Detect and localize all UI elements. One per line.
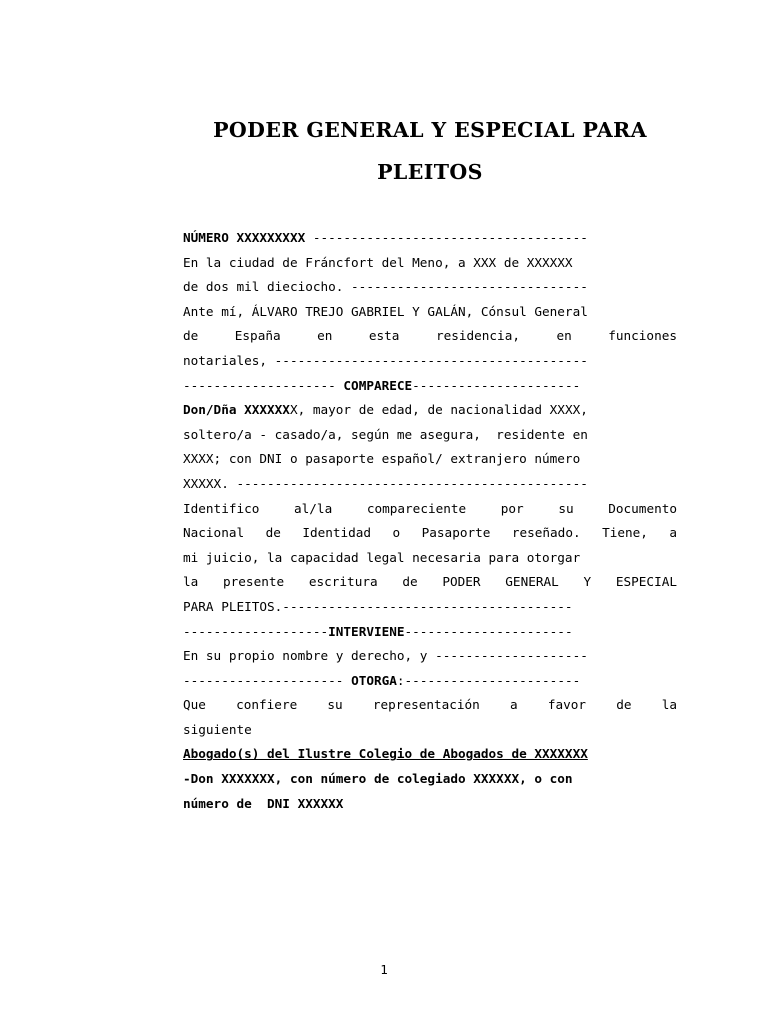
text-segment: XXXXX. ----------------------------------------------	[183, 475, 588, 491]
text-line	[183, 472, 677, 497]
text-segment: la presente escritura de PODER GENERAL Y ESPECIAL	[183, 574, 677, 590]
text-segment: ----------------------	[404, 623, 573, 639]
text-segment: OTORGA	[351, 672, 397, 688]
text-segment: Ante mí, ÁLVARO TREJO GABRIEL Y GALÁN, Cónsul General	[183, 303, 588, 319]
text-segment: de dos mil dieciocho. -------------------------------	[183, 279, 588, 295]
text-segment: de España en esta residencia, en funciones	[183, 328, 677, 344]
text-line	[183, 718, 677, 743]
text-segment: siguiente	[183, 721, 252, 737]
text-segment: Abogado(s) del Ilustre Colegio de Abogados de XXXXXXX	[183, 746, 588, 762]
text-line	[183, 447, 677, 472]
text-segment: -------------------	[183, 623, 329, 639]
text-line	[183, 644, 677, 669]
text-segment: COMPARECE	[343, 377, 413, 393]
text-segment: X, mayor de edad, de nacionalidad XXXX,	[289, 402, 588, 418]
text-segment: ----------------------	[412, 377, 581, 393]
text-segment: En su propio nombre y derecho, y --------------------	[183, 648, 588, 664]
text-segment: --------------------	[183, 377, 344, 393]
text-segment: mi juicio, la capacidad legal necesaria para otorgar	[183, 549, 581, 565]
text-line	[183, 275, 677, 300]
document-body	[183, 226, 677, 816]
document-title-line-2: PLEITOS	[377, 160, 483, 184]
document-title-line-1: PODER GENERAL Y ESPECIAL PARA	[213, 118, 647, 142]
text-segment: XXXX; con DNI o pasaporte español/ extranjero número	[183, 451, 581, 467]
text-line	[183, 767, 677, 792]
text-line	[183, 300, 677, 325]
text-segment: Identifico al/la compareciente por su Documento	[183, 500, 677, 516]
text-line	[183, 324, 677, 349]
text-line	[183, 423, 677, 448]
text-segment: NÚMERO XXXXXXXXX	[183, 230, 306, 245]
text-segment: En la ciudad de Fráncfort del Meno, a XXX de XXXXXX	[183, 254, 573, 270]
text-line	[183, 792, 677, 817]
text-segment: Don/Dña XXXXXX	[183, 402, 290, 418]
page-number: 1	[380, 962, 388, 977]
text-segment: Que confiere su representación a favor de la	[183, 697, 677, 713]
text-segment: Nacional de Identidad o Pasaporte reseñado. Tiene, a	[183, 525, 677, 541]
text-line	[183, 226, 677, 251]
text-line	[183, 521, 677, 546]
text-segment: número de DNI XXXXXX	[183, 795, 344, 811]
text-segment: PARA PLEITOS.--------------------------------------	[183, 598, 573, 614]
text-line	[183, 669, 677, 694]
text-line	[183, 398, 677, 423]
text-line	[183, 374, 677, 399]
text-line	[183, 693, 677, 718]
text-line	[183, 620, 677, 645]
text-line	[183, 251, 677, 276]
text-segment: ---------------------	[183, 672, 352, 688]
text-segment: soltero/a - casado/a, según me asegura, residente en	[183, 426, 588, 442]
text-line	[183, 570, 677, 595]
text-segment: ------------------------------------	[305, 230, 588, 245]
text-line	[183, 742, 677, 767]
text-segment: notariales, -----------------------------------------	[183, 352, 588, 368]
text-segment: INTERVIENE	[328, 623, 405, 639]
text-line	[183, 546, 677, 571]
text-segment: :-----------------------	[396, 672, 581, 688]
text-segment: -Don XXXXXXX, con número de colegiado XXXXXX, o con	[183, 771, 573, 787]
text-line	[183, 595, 677, 620]
text-line	[183, 349, 677, 374]
text-line	[183, 497, 677, 522]
